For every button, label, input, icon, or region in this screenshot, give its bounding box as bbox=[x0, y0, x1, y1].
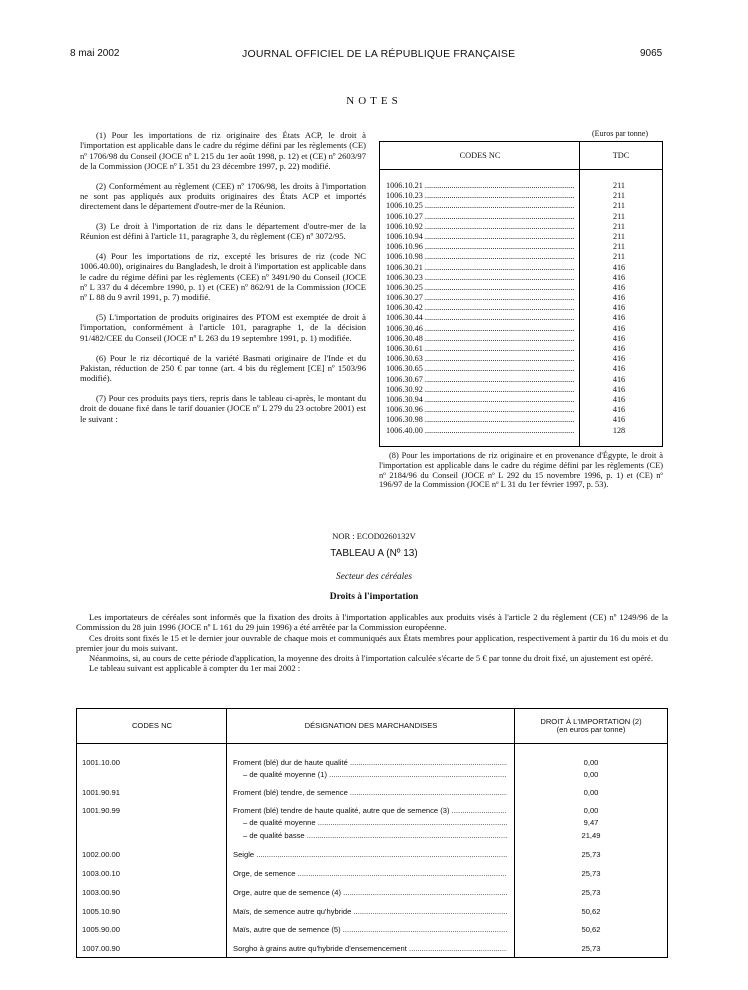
duty-row bbox=[77, 849, 667, 860]
codes-column-header: CODES NC bbox=[380, 142, 580, 170]
nc-code: 1006.30.96 ..... bbox=[386, 405, 574, 415]
tdc-value: 416 bbox=[612, 405, 626, 415]
codes-table-row bbox=[386, 334, 658, 344]
tdc-value: 211 bbox=[613, 181, 625, 190]
nc-code: 1006.10.23 ..... bbox=[386, 191, 574, 201]
nc-code: 1006.30.48 ..... bbox=[386, 334, 574, 344]
nc-code: 1005.10.90 bbox=[82, 907, 121, 916]
duty-value: 25,73 bbox=[581, 888, 601, 897]
nc-code: 1006.30.61 ..... bbox=[386, 344, 574, 354]
tdc-value: 211 bbox=[613, 221, 625, 231]
note-paragraph: (1) Pour les importations de riz originaire des États ACP, le droit à l'importation est applicable dans le cadre du régime défini par les règlements (CE) nº 1706/98 du Conseil (JOCE nº L 215 du 1er août 1998, p. 12) et (CE) nº 2603/97 de la Commission (JOCE nº L 351 du 23 décembre 1997, p. 22) modifié. bbox=[80, 130, 366, 171]
goods-designation: Maïs, de semence autre qu'hybride ..... bbox=[233, 906, 507, 917]
nc-code: 1005.90.00 bbox=[82, 925, 121, 934]
codes-table-row bbox=[386, 313, 658, 323]
duty-value: 0,00 bbox=[583, 788, 599, 797]
tdc-value: 211 bbox=[613, 231, 625, 241]
codes-table-row bbox=[386, 354, 658, 364]
nc-code: 1006.30.27 ..... bbox=[386, 293, 574, 303]
goods-designation: Sorgho à grains autre qu'hybride d'ensemencement ..... bbox=[233, 943, 507, 954]
goods-designation: Froment (blé) tendre, de semence ..... bbox=[233, 787, 507, 798]
notes-left-column bbox=[80, 130, 366, 433]
codes-table-row bbox=[386, 232, 658, 242]
tdc-value: 416 bbox=[612, 415, 626, 425]
section-heading: Droits à l'importation bbox=[329, 592, 419, 602]
duty-value: 25,73 bbox=[581, 869, 601, 878]
duty-row bbox=[77, 887, 667, 898]
note-8: (8) Pour les importations de riz originaire et en provenance d'Égypte, le droit à l'importation est applicable dans le cadre du régime défini par les règlements (CE) nº 2184/96 du Conseil (JOCE nº L 292 du 15 novembre 1996, p. 1) et (CE) nº 196/97 de la Commission (JOCE nº L 31 du 1er février 1997, p. 53). bbox=[379, 451, 663, 490]
goods-designation: Seigle ..... bbox=[233, 849, 507, 860]
codes-table-row bbox=[386, 364, 658, 374]
tdc-value: 416 bbox=[612, 384, 626, 394]
nc-code: 1006.30.63 ..... bbox=[386, 354, 574, 364]
intro-paragraph: Les importateurs de céréales sont informés que la fixation des droits à l'importation applicables aux produits visés à l'article 2 du règlement (CE) nº 1249/96 de la Commission du 28 juin 1996 (JOCE nº L 161 du 29 juin 1996) a été arrêtée par la Commission européenne. bbox=[76, 612, 668, 633]
nc-code: 1003.00.90 bbox=[82, 888, 121, 897]
tdc-value: 128 bbox=[612, 425, 626, 435]
header-date: 8 mai 2002 bbox=[70, 48, 120, 59]
table-title: TABLEAU A (Nº 13) bbox=[330, 548, 418, 559]
nc-code: 1006.10.96 ..... bbox=[386, 242, 574, 252]
codes-table-row bbox=[386, 415, 658, 425]
euros-note: (Euros par tonne) bbox=[592, 129, 648, 138]
nc-code: 1001.10.00 bbox=[82, 758, 121, 767]
nc-code: 1001.90.99 bbox=[82, 806, 121, 815]
nc-code: 1006.10.98 ..... bbox=[386, 252, 574, 262]
goods-designation: – de qualité moyenne (1) ..... bbox=[243, 769, 507, 780]
codes-table-row bbox=[386, 303, 658, 313]
codes-table-row bbox=[386, 222, 658, 232]
duty-row bbox=[77, 906, 667, 917]
nc-code: 1003.00.10 bbox=[82, 869, 121, 878]
intro-paragraph: Néanmoins, si, au cours de cette période d'application, la moyenne des droits à l'importation calculée s'écarte de 5 € par tonne du droit fixé, un ajustement est opéré. bbox=[89, 653, 654, 664]
duty-row bbox=[77, 757, 667, 768]
duty-value: 25,73 bbox=[581, 850, 601, 859]
duty-row bbox=[77, 787, 667, 798]
codes-tdc-table bbox=[379, 141, 663, 447]
nc-code: 1006.10.94 ..... bbox=[386, 232, 574, 242]
duty-value: 9,47 bbox=[583, 818, 599, 827]
codes-table-row bbox=[386, 201, 658, 211]
designation-header: DÉSIGNATION DES MARCHANDISES bbox=[227, 709, 515, 744]
tdc-value: 211 bbox=[613, 242, 625, 252]
tdc-value: 416 bbox=[612, 333, 626, 343]
tdc-value: 416 bbox=[612, 374, 626, 384]
nc-code: 1006.30.46 ..... bbox=[386, 324, 574, 334]
page-number: 9065 bbox=[640, 48, 663, 59]
note-paragraph: (3) Le droit à l'importation de riz dans le département d'outre-mer de la Réunion est défini à l'article 11, paragraphe 3, du règlement (CE) nº 3072/95. bbox=[80, 221, 366, 242]
tdc-column-header: TDC bbox=[580, 142, 662, 170]
nc-code: 1006.10.92 ..... bbox=[386, 222, 574, 232]
codes-table-row bbox=[386, 252, 658, 262]
tdc-value: 416 bbox=[612, 303, 626, 313]
duty-value: 50,62 bbox=[581, 925, 601, 934]
nc-code: 1006.30.23 ..... bbox=[386, 273, 574, 283]
duty-row bbox=[77, 943, 667, 954]
tdc-value: 416 bbox=[612, 394, 626, 404]
nc-code: 1006.30.92 ..... bbox=[386, 385, 574, 395]
codes-table-row bbox=[386, 212, 658, 222]
intro-text bbox=[76, 612, 668, 674]
duty-header bbox=[515, 709, 667, 744]
codes-table-row bbox=[386, 283, 658, 293]
tdc-value: 416 bbox=[612, 293, 626, 303]
tdc-value: 211 bbox=[613, 201, 625, 211]
duty-value: 21,49 bbox=[581, 831, 601, 840]
duty-header-line1: DROIT À L'IMPORTATION (2) bbox=[540, 717, 642, 726]
duty-value: 50,62 bbox=[581, 907, 601, 916]
note-paragraph: (5) L'importation de produits originaires des PTOM est exemptée de droit à l'importation, conformément à l'article 101, paragraphe 1, de la décision 91/482/CEE du Conseil (JOCE nº L 263 du 19 septembre 1991, p. 1) modifiée. bbox=[80, 312, 366, 343]
intro-paragraph: Le tableau suivant est applicable à compter du 1er mai 2002 : bbox=[89, 663, 301, 674]
duty-row bbox=[77, 769, 667, 780]
tdc-value: 211 bbox=[613, 211, 625, 221]
codes-table-row bbox=[386, 395, 658, 405]
goods-designation: – de qualité moyenne ..... bbox=[243, 817, 507, 828]
note-paragraph: (2) Conformément au règlement (CEE) nº 1706/98, les droits à l'importation ne sont pas appliqués aux produits originaires des États ACP et importés directement dans le département d'outre-mer de la Réunion. bbox=[80, 180, 366, 212]
tdc-value: 416 bbox=[612, 323, 626, 333]
codes-table-row bbox=[386, 273, 658, 283]
codes-table-row bbox=[386, 191, 658, 201]
nc-code: 1006.40.00 ..... bbox=[386, 426, 574, 436]
duty-value: 0,00 bbox=[583, 770, 599, 779]
tdc-value: 416 bbox=[612, 313, 626, 323]
duty-value: 25,73 bbox=[581, 944, 601, 953]
codes-table-row bbox=[386, 385, 658, 395]
codes-table-row bbox=[386, 242, 658, 252]
tdc-value: 416 bbox=[612, 364, 626, 374]
nc-code: 1006.30.94 ..... bbox=[386, 395, 574, 405]
duty-row bbox=[77, 924, 667, 935]
codes-rows bbox=[386, 181, 658, 436]
notes-title: NOTES bbox=[346, 95, 402, 107]
duty-row bbox=[77, 830, 667, 841]
goods-designation: Froment (blé) tendre de haute qualité, autre que de semence (3) ..... bbox=[233, 805, 507, 816]
duty-value: 0,00 bbox=[583, 806, 599, 815]
nc-code: 1001.90.91 bbox=[82, 788, 121, 797]
codes-table-row bbox=[386, 181, 658, 191]
nc-code: 1006.10.21 ..... bbox=[386, 181, 574, 191]
duty-row bbox=[77, 817, 667, 828]
note-paragraph: (4) Pour les importations de riz, excepté les brisures de riz (code NC 1006.40.00), originaires du Bangladesh, le droit à l'importation est applicable dans le cadre du régime défini par les règlements (CEE) nº 3491/90 du Conseil (JOCE nº L 337 du 4 décembre 1990, p. 1) et (CEE) nº 862/91 de la Commission (JOCE nº L 88 du 9 avril 1991, p. 7) modifié. bbox=[80, 251, 366, 303]
codes-nc-header: CODES NC bbox=[77, 709, 227, 744]
tdc-value: 416 bbox=[612, 262, 626, 272]
tdc-value: 211 bbox=[613, 191, 625, 201]
nc-code: 1006.30.42 ..... bbox=[386, 303, 574, 313]
tdc-value: 416 bbox=[612, 344, 626, 353]
nor-reference: NOR : ECOD0260132V bbox=[332, 531, 416, 541]
duty-header-line2: (en euros par tonne) bbox=[556, 725, 626, 734]
nc-code: 1006.30.25 ..... bbox=[386, 283, 574, 293]
codes-table-row bbox=[386, 293, 658, 303]
codes-table-row bbox=[386, 405, 658, 415]
duty-value: 0,00 bbox=[583, 758, 599, 767]
note-paragraph: (6) Pour le riz décortiqué de la variété Basmati originaire de l'Inde et du Pakistan, réduction de 250 € par tonne (art. 4 bis du règlement [CE] nº 1503/96 modifié). bbox=[80, 352, 366, 384]
codes-table-row bbox=[386, 324, 658, 334]
tdc-value: 416 bbox=[612, 354, 626, 364]
intro-paragraph: Ces droits sont fixés le 15 et le dernier jour ouvrable de chaque mois et communiqués aux États membres pour application, respectivement à partir du 16 du mois et du premier jour du mois suivant. bbox=[76, 632, 668, 653]
codes-table-row bbox=[386, 375, 658, 385]
tdc-value: 211 bbox=[613, 252, 625, 262]
duty-row bbox=[77, 868, 667, 879]
tdc-value: 416 bbox=[612, 272, 626, 282]
goods-designation: Orge, de semence ..... bbox=[233, 868, 507, 879]
nc-code: 1006.30.67 ..... bbox=[386, 375, 574, 385]
duty-row bbox=[77, 805, 667, 816]
goods-designation: Orge, autre que de semence (4) ..... bbox=[233, 887, 507, 898]
nc-code: 1006.30.44 ..... bbox=[386, 313, 574, 323]
tdc-value: 416 bbox=[612, 282, 626, 292]
codes-table-row bbox=[386, 344, 658, 354]
goods-designation: Maïs, autre que de semence (5) ..... bbox=[233, 924, 507, 935]
codes-table-row bbox=[386, 263, 658, 273]
nc-code: 1006.30.65 ..... bbox=[386, 364, 574, 374]
import-duties-table bbox=[76, 708, 668, 958]
nc-code: 1007.00.90 bbox=[82, 944, 121, 953]
nc-code: 1006.10.27 ..... bbox=[386, 212, 574, 222]
nc-code: 1006.30.98 ..... bbox=[386, 415, 574, 425]
nc-code: 1002.00.00 bbox=[82, 850, 121, 859]
nc-code: 1006.10.25 ..... bbox=[386, 201, 574, 211]
note-paragraph: (7) Pour ces produits pays tiers, repris dans le tableau ci-après, le montant du droit de douane fixé dans le tarif douanier (JOCE nº L 279 du 23 octobre 2001) est le suivant : bbox=[80, 392, 366, 424]
nc-code: 1006.30.21 ..... bbox=[386, 263, 574, 273]
sector-subtitle: Secteur des céréales bbox=[336, 572, 412, 582]
codes-table-row bbox=[386, 426, 658, 436]
journal-title: JOURNAL OFFICIEL DE LA RÉPUBLIQUE FRANÇAISE bbox=[242, 48, 516, 60]
goods-designation: Froment (blé) dur de haute qualité ..... bbox=[233, 757, 507, 768]
goods-designation: – de qualité basse ..... bbox=[243, 830, 507, 841]
